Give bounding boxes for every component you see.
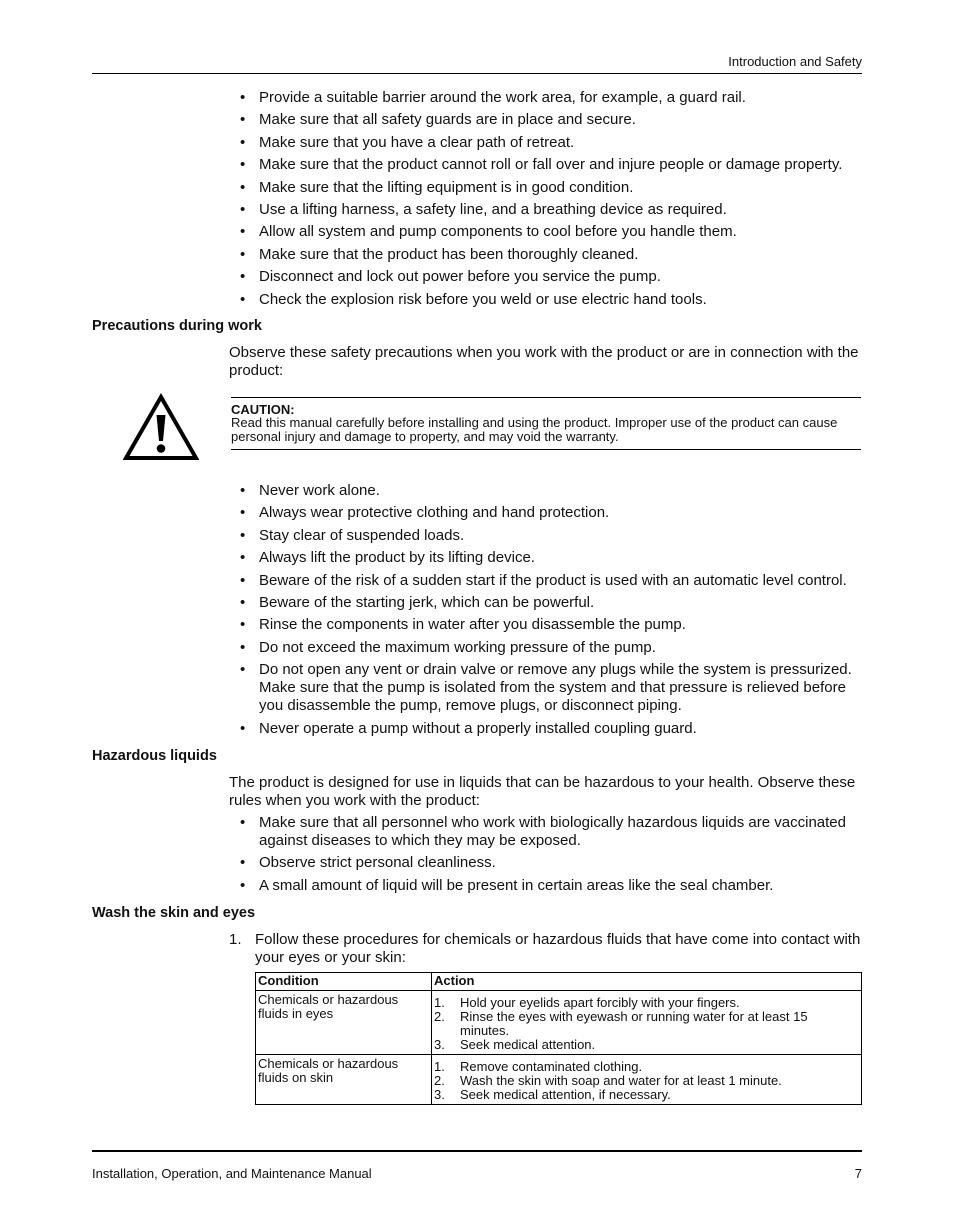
action-number: 2. [434,1073,445,1088]
list-item: • Make sure that the product has been thoroughly cleaned. [240,246,870,264]
list-item: • Never operate a pump without a properly installed coupling guard. [240,720,870,738]
list-item: • Make sure that all personnel who work with biologically hazardous liquids are vaccinated against diseases to which they may be exposed. [240,814,870,850]
action-cell [432,1055,862,1105]
list-item: • Make sure that you have a clear path of retreat. [240,134,870,152]
first-aid-table [255,972,862,1105]
action-cell [432,991,862,1055]
section-heading-hazardous: Hazardous liquids [92,748,217,764]
action-text: Rinse the eyes with eyewash or running water for at least 15 minutes. [460,1009,808,1038]
list-item: • A small amount of liquid will be present in certain areas like the seal chamber. [240,877,870,895]
list-item: • Never work alone. [240,482,870,500]
footer-title: Installation, Operation, and Maintenance Manual [92,1166,372,1181]
list-item: • Disconnect and lock out power before you service the pump. [240,268,870,286]
action-number: 1. [434,995,445,1010]
precautions-intro: Observe these safety precautions when you work with the product or are in connection with the product: [229,344,859,379]
list-item: • Make sure that all safety guards are in place and secure. [240,111,870,129]
running-header: Introduction and Safety [728,54,862,69]
precautions-list [240,482,870,742]
list-item: • Beware of the risk of a sudden start if the product is used with an automatic level control. [240,572,870,590]
list-item: • Observe strict personal cleanliness. [240,854,870,872]
action-list [434,1060,859,1102]
list-item: • Check the explosion risk before you weld or use electric hand tools. [240,291,870,309]
section-heading-precautions: Precautions during work [92,318,262,334]
hazardous-intro: The product is designed for use in liquids that can be hazardous to your health. Observe these rules when you work with the product: [229,774,856,809]
caution-box [231,397,861,450]
action-list [434,996,859,1052]
list-item: • Rinse the components in water after you disassemble the pump. [240,616,870,634]
caution-title: CAUTION: [231,402,295,417]
list-item: • Allow all system and pump components to cool before you handle them. [240,223,870,241]
column-header-condition: Condition [256,973,432,991]
action-text: Remove contaminated clothing. [460,1059,643,1074]
table-row [256,1055,862,1105]
action-item [434,1010,859,1038]
action-number: 3. [434,1037,445,1052]
list-item: • Always wear protective clothing and hand protection. [240,504,870,522]
action-number: 3. [434,1087,445,1102]
action-number: 2. [434,1009,445,1024]
page-number: 7 [854,1166,862,1181]
list-item: • Beware of the starting jerk, which can be powerful. [240,594,870,612]
action-text: Wash the skin with soap and water for at least 1 minute. [460,1073,782,1088]
header-rule [92,73,862,74]
action-text: Seek medical attention. [460,1037,596,1052]
step-text: Follow these procedures for chemicals or hazardous fluids that have come into contact with your eyes or your skin: [255,931,861,966]
action-text: Seek medical attention, if necessary. [460,1087,671,1102]
action-item [434,1088,859,1102]
condition-cell: Chemicals or hazardous fluids on skin [256,1055,432,1105]
footer-rule [92,1150,862,1152]
table-header-row [256,973,862,991]
step-number: 1. [229,931,242,948]
action-item [434,1074,859,1088]
list-item: • Make sure that the lifting equipment is in good condition. [240,179,870,197]
list-item: • Provide a suitable barrier around the work area, for example, a guard rail. [240,89,870,107]
list-item: • Make sure that the product cannot roll or fall over and injure people or damage property. [240,156,870,174]
list-item: • Do not open any vent or drain valve or remove any plugs while the system is pressurized. Make sure that the pump is isolated from the system and that pressure is relieved before you disassemble the pump, remove plugs, or disconnect piping. [240,661,870,715]
condition-cell: Chemicals or hazardous fluids in eyes [256,991,432,1055]
hazardous-list [240,814,870,899]
list-item: • Always lift the product by its lifting device. [240,549,870,567]
list-item: • Stay clear of suspended loads. [240,527,870,545]
action-item [434,996,859,1010]
list-item: • Do not exceed the maximum working pressure of the pump. [240,639,870,657]
column-header-action: Action [432,973,862,991]
list-item: • Use a lifting harness, a safety line, and a breathing device as required. [240,201,870,219]
numbered-step [229,931,869,967]
action-item [434,1060,859,1074]
table-row [256,991,862,1055]
caution-text: Read this manual carefully before installing and using the product. Improper use of the product can cause personal injury and damage to property, and may void the warranty. [231,415,838,444]
safety-list [240,89,870,313]
section-heading-wash: Wash the skin and eyes [92,905,256,921]
action-text: Hold your eyelids apart forcibly with your fingers. [460,995,740,1010]
action-item [434,1038,859,1052]
action-number: 1. [434,1059,445,1074]
warning-triangle-icon [123,393,199,461]
